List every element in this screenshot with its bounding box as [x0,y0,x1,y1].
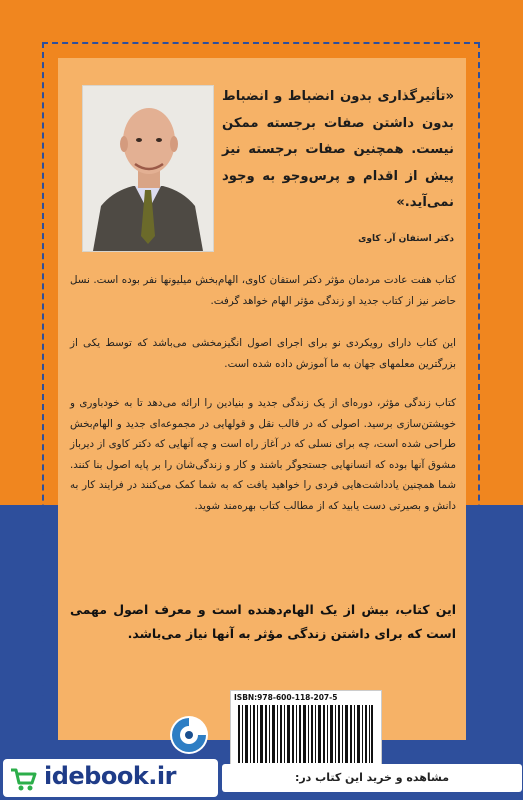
paragraph-1: کتاب هفت عادت مردمان مؤثر دکتر استفان کاوی، الهام‌بخش میلیونها نفر بوده است. نسل حاضر نیز از کتاب جدید او زندگی مؤثر الهام خواهد گرفت. [70,274,456,307]
paragraph-2: این کتاب دارای رویکردی نو برای اجرای اصول انگیزمخشی می‌باشد که توسط یکی از بزرگترین معلمهای جهان به ما آموزش داده شده است. [70,337,456,370]
author-photo [82,85,214,252]
quote-text: «تأثیرگذاری بدون انضباط و انضباط بدون داشتن صفات برجسته ممکن نیست. همچنین صفات برجسته نیز پیش از اقدام و پرس‌وجو به وجود نمی‌آید.» [222,89,454,210]
barcode-icon [236,705,374,763]
paragraph-3: کتاب زندگی مؤثر، دوره‌ای از یک زندگی جدید و بنیادین را ارائه می‌دهد تا به خودباوری و خویشتن‌سازی برسید. اصولی که در قالب نقل و قولهایی در مجموعه‌ای جدید و الهام‌بخش طراحی شده است، چه برای نسلی که در آغاز راه است و چه آنهایی که دکتر کاوی از دیرباز مشوق آنها بوده که انسانهایی جستجوگر باشند و کار و زندگی‌شان را بر پایه اصول بنا کنند. شما همچنین یادداشت‌هایی فردی را خواهید یافت که به شما کمک می‌کنند در فرایند کار به دانش و بصیرتی دست یابید که از مطالب کتاب بهره‌مند شوید. [70,397,456,512]
watermark-site-name[interactable]: idebook.ir [44,762,176,790]
closing-statement: این کتاب، بیش از یک الهام‌دهنده است و معرف اصول مهمی است که برای داشتن زندگی مؤثر به آنها نیاز می‌باشد. [70,602,456,641]
isbn-number: ISBN:978-600-118-207-5 [234,693,338,702]
quote-author: دکتر استفان آر. کاوی [358,234,454,244]
publisher-logo-icon [168,714,210,756]
cart-icon [9,766,37,792]
watermark-cta[interactable]: مشاهده و خرید این کتاب در: [222,764,522,792]
